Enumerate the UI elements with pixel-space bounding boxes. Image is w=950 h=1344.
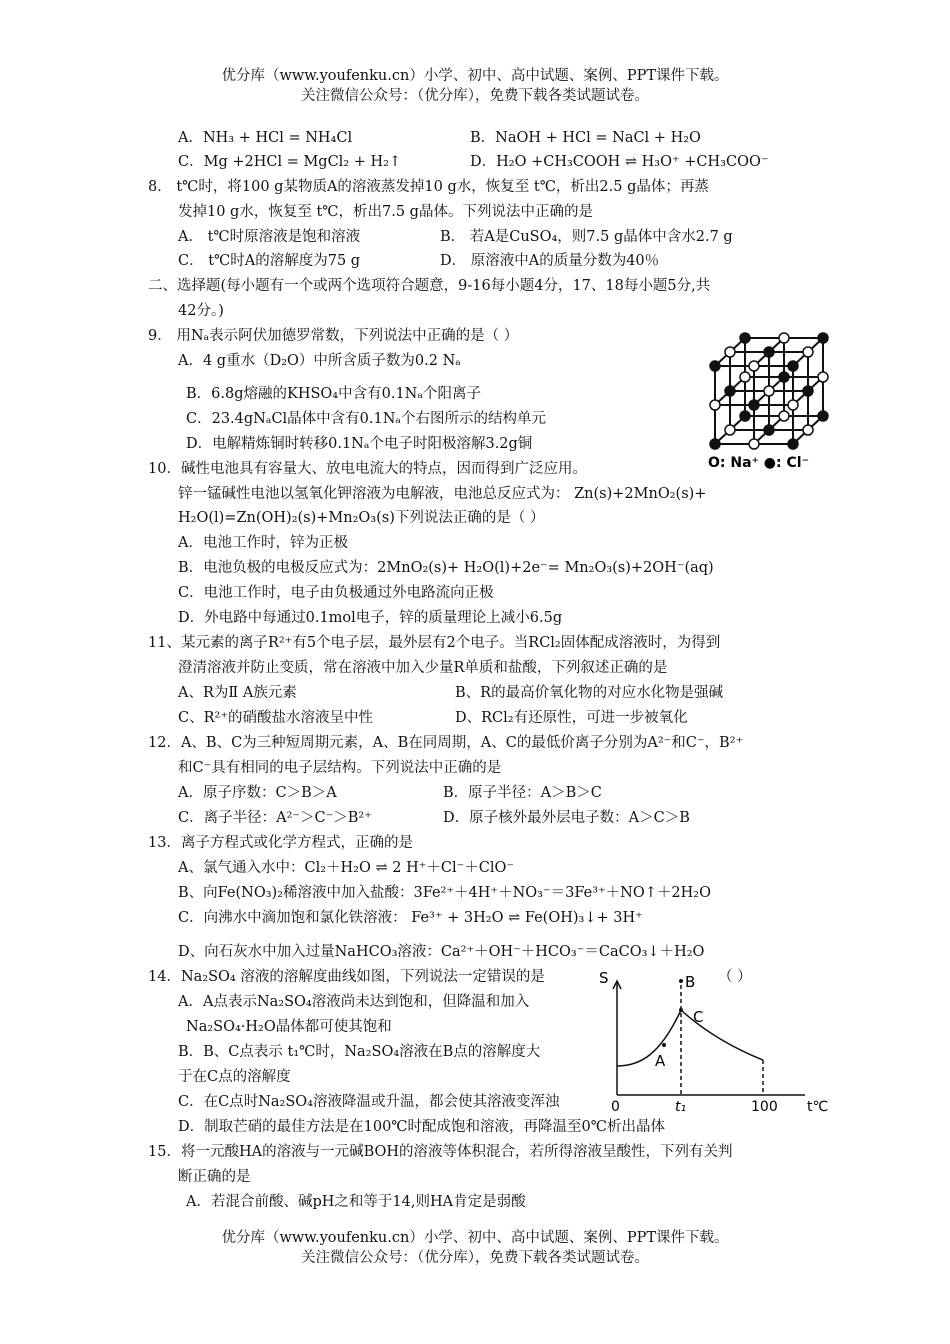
q8-option-a: A． t℃时原溶液是饱和溶液 [178,229,361,245]
q13-option-a: A、氯气通入水中：Cl₂＋H₂O ⇌ 2 H⁺＋Cl⁻＋ClO⁻ [178,860,515,876]
q10-option-d: D．外电路中每通过0.1mol电子，锌的质量理论上减小6.5g [178,610,563,626]
q10-option-a: A．电池工作时，锌为正极 [178,535,348,551]
q14-option-d: D．制取芒硝的最佳方法是在100℃时配成饱和溶液，再降温至0℃析出晶体 [178,1119,665,1135]
header-line-1: 优分库（www.youfenku.cn）小学、初中、高中试题、案例、PPT课件下载。 [221,68,729,84]
q10-stem-3: H₂O(l)=Zn(OH)₂(s)+Mn₂O₃(s)下列说法正确的是（ ） [178,510,545,526]
footer-line-1: 优分库（www.youfenku.cn）小学、初中、高中试题、案例、PPT课件下载。 [221,1230,729,1246]
q12-option-a: A．原子序数：C＞B＞A [178,785,337,801]
q10-stem-2: 锌一锰碱性电池以氢氧化钾溶液为电解液，电池总反应式为： Zn(s)+2MnO₂(s)+ [178,486,707,502]
q9-option-d: D．电解精炼铜时转移0.1Nₐ个电子时阳极溶解3.2g铜 [186,436,533,452]
q12-stem-2: 和C⁻具有相同的电子层结构。下列说法中正确的是 [178,760,502,776]
graph-point-b: B [685,973,696,991]
graph-tick-t1: t₁ [675,1099,687,1115]
q7-option-c: C．Mg +2HCl = MgCl₂ + H₂↑ [178,154,402,170]
q14-option-a-1: A．A点表示Na₂SO₄溶液尚未达到饱和，但降温和加入 [178,994,530,1010]
q9-option-a: A．4 g重水（D₂O）中所含质子数为0.2 Nₐ [178,353,461,369]
q11-option-a: A、R为Ⅱ A族元素 [178,685,297,701]
q12-stem-1: 12．A、B、C为三种短周期元素，A、B在同周期，A、C的最低价离子分别为A²⁻和C⁻，B²⁺ [148,735,744,751]
graph-point-a: A [655,1052,666,1070]
q13-option-b: B、向Fe(NO₃)₂稀溶液中加入盐酸：3Fe²⁺＋4H⁺＋NO₃⁻＝3Fe³⁺＋NO↑＋2H₂O [178,885,711,901]
header-line-2: 关注微信公众号：（优分库），免费下载各类试题试卷。 [301,88,649,104]
q14-option-b-2: 于在C点的溶解度 [178,1069,291,1085]
q10-stem-1: 10．碱性电池具有容量大、放电电流大的特点，因而得到广泛应用。 [148,461,587,477]
q7-option-b: B．NaOH + HCl = NaCl + H₂O [470,130,701,146]
q12-option-b: B．原子半径：A＞B＞C [443,785,602,801]
graph-tick-100: 100 [751,1099,778,1115]
q14-answer-bracket: （ ） [718,969,752,985]
graph-ylabel: S [599,969,609,987]
section-2-heading-cont: 42分。) [178,303,224,319]
q11-stem-1: 11、某元素的离子R²⁺有5个电子层，最外层有2个电子。当RCl₂固体配成溶液时，为得到 [148,635,721,651]
graph-xlabel: t℃ [807,1099,829,1115]
q15-stem-1: 15．将一元酸HA的溶液与一元碱BOH的溶液等体积混合，若所得溶液呈酸性，下列有关判 [148,1144,733,1160]
footer-line-2: 关注微信公众号：（优分库），免费下载各类试题试卷。 [301,1250,649,1266]
point-b-dot [679,979,683,983]
q15-option-a: A．若混合前酸、碱pH之和等于14,则HA肯定是弱酸 [186,1194,526,1210]
q11-stem-2: 澄清溶液并防止变质，常在溶液中加入少量R单质和盐酸，下列叙述正确的是 [178,660,668,676]
q10-option-c: C．电池工作时，电子由负极通过外电路流向正极 [178,585,494,601]
q14-option-a-2: Na₂SO₄·H₂O晶体都可使其饱和 [186,1019,392,1035]
q9-option-c: C．23.4gNₐCl晶体中含有0.1Nₐ个右图所示的结构单元 [186,411,547,427]
q11-option-b: B、R的最高价氧化物的对应水化物是强碱 [455,685,724,701]
q10-option-b: B．电池负极的电极反应式为：2MnO₂(s)+ H₂O(l)+2e⁻= Mn₂O₃(s)+2OH⁻(aq) [178,560,714,576]
q14-option-b-1: B．B、C点表示 t₁℃时，Na₂SO₄溶液在B点的溶解度大 [178,1044,541,1060]
solubility-curve [617,1010,763,1066]
q8-stem-1: 8． t℃时，将100 g某物质A的溶液蒸发掉10 g水，恢复至 t℃，析出2.5 g晶体；再蒸 [148,179,709,195]
q7-option-a: A．NH₃ + HCl = NH₄Cl [178,130,353,146]
solubility-curve-figure [595,965,835,1120]
nacl-legend: O: Na⁺ ●: Cl⁻ [708,455,809,471]
point-c-dot [679,1008,683,1012]
q9-stem: 9． 用Nₐ表示阿伏加德罗常数，下列说法中正确的是（ ） [148,328,519,344]
q8-option-b: B． 若A是CuSO₄，则7.5 g晶体中含水2.7 g [440,229,733,245]
q8-stem-2: 发掉10 g水，恢复至 t℃，析出7.5 g晶体。下列说法中正确的是 [178,204,593,220]
q13-option-c: C．向沸水中滴加饱和氯化铁溶液： Fe³⁺ + 3H₂O ⇌ Fe(OH)₃↓+ 3H⁺ [178,910,643,926]
point-a-dot [662,1043,666,1047]
graph-point-c: C [693,1008,704,1026]
q8-option-c: C． t℃时A的溶解度为75 g [178,253,361,269]
graph-origin: 0 [611,1099,620,1115]
q11-option-d: D、RCl₂有还原性，可进一步被氧化 [455,710,688,726]
nacl-crystal-figure [700,328,850,473]
section-2-heading: 二、选择题(每小题有一个或两个选项符合题意，9-16每小题4分，17、18每小题5分,共 [148,278,711,294]
q14-option-c: C．在C点时Na₂SO₄溶液降温或升温，都会使其溶液变浑浊 [178,1094,560,1110]
q13-option-d: D、向石灰水中加入过量NaHCO₃溶液：Ca²⁺＋OH⁻＋HCO₃⁻＝CaCO₃↓＋H₂O [178,944,705,960]
q15-stem-2: 断正确的是 [178,1169,251,1185]
q12-option-d: D．原子核外最外层电子数：A＞C＞B [443,810,690,826]
q14-stem: 14．Na₂SO₄ 溶液的溶解度曲线如图，下列说法一定错误的是 [148,969,545,985]
q8-option-d: D． 原溶液中A的质量分数为40％ [440,253,660,269]
q7-option-d: D．H₂O +CH₃COOH ⇌ H₃O⁺ +CH₃COO⁻ [470,154,769,170]
q12-option-c: C．离子半径：A²⁻＞C⁻＞B²⁺ [178,810,372,826]
q13-stem: 13．离子方程式或化学方程式，正确的是 [148,835,413,851]
q9-option-b: B．6.8g熔融的KHSO₄中含有0.1Nₐ个阳离子 [186,386,481,402]
q11-option-c: C、R²⁺的硝酸盐水溶液呈中性 [178,710,373,726]
